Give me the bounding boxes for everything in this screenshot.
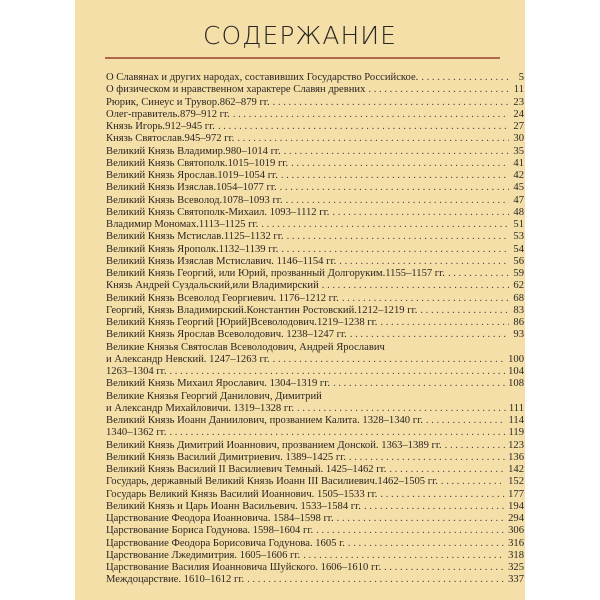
toc-entry-line	[106, 391, 524, 403]
toc-entry-title: Олег-правитель.879–912 гг.	[106, 108, 230, 120]
toc-entry-title: Великий Князь и Царь Иоанн Васильевич. 1533–1584 гг.	[106, 500, 361, 512]
toc-entry[interactable]	[106, 317, 524, 329]
toc-entry[interactable]	[106, 550, 524, 562]
toc-entry-title: Царствование Бориса Годунова. 1598–1604 гг.	[106, 525, 314, 537]
dot-leader	[281, 170, 509, 182]
toc-entry-title: Великий Князь Ярослав Всеволодович. 1238–1247 гг.	[106, 329, 347, 341]
toc-entry[interactable]	[106, 182, 524, 194]
dot-leader	[287, 231, 509, 243]
toc-entry[interactable]	[106, 501, 524, 513]
toc-page-number: 5	[518, 72, 524, 83]
toc-entry[interactable]	[106, 244, 524, 256]
toc-entry[interactable]	[106, 305, 524, 317]
toc-entry-title: Великий Князь Мстислав.1125–1132 гг.	[106, 231, 284, 243]
toc-entry-line	[106, 158, 524, 170]
dot-leader	[380, 317, 509, 329]
dot-leader	[445, 440, 505, 452]
toc-page-number: 56	[513, 255, 524, 267]
toc-entry-line	[106, 317, 524, 329]
toc-entry-title: 1263–1304 гг.	[106, 366, 167, 377]
toc-entry-title: Великий Князь Ярослав.1019–1054 гг.	[106, 170, 278, 181]
toc-entry-title: Великий Князь Михаил Ярославич. 1304–1319 гг.	[106, 378, 331, 390]
toc-entry-title: Великие Князья Георгий Данилович, Димитрий	[106, 390, 322, 402]
toc-entry[interactable]	[106, 489, 524, 501]
toc-entry-title: О физическом и нравственном характере Славян древних	[106, 84, 366, 96]
toc-entry-title: О Славянах и других народах, составивших Государство Российское.	[106, 72, 419, 83]
toc-page-number: 142	[508, 464, 524, 475]
toc-entry-line	[106, 538, 524, 550]
toc-entry[interactable]	[106, 293, 524, 305]
dot-leader	[364, 501, 505, 513]
toc-entry[interactable]	[106, 574, 524, 586]
toc-entry[interactable]	[106, 464, 524, 476]
dot-leader	[218, 121, 509, 133]
toc-entry-line	[106, 280, 524, 292]
toc-entry-line	[106, 146, 524, 158]
dot-leader	[342, 293, 509, 305]
toc-entry-title: Царствование Феодора Иоанновича. 1584–1598 гг.	[106, 513, 334, 524]
toc-entry-line	[106, 72, 524, 84]
toc-entry[interactable]	[106, 158, 524, 170]
toc-page-number: 104	[508, 366, 524, 377]
toc-entry-title: Великие Князья Святослав Всеволодович, Андрей Ярославич	[106, 341, 385, 353]
toc-page-number: 11	[513, 84, 524, 96]
toc-entry-title: Царствование Феодора Борисовича Годунова. 1605 г.	[106, 537, 345, 549]
dot-leader	[233, 109, 509, 121]
toc-entry[interactable]	[106, 476, 524, 488]
toc-entry[interactable]	[106, 366, 524, 378]
toc-entry[interactable]	[106, 133, 524, 145]
toc-entry-title: Князь Игорь.912–945 гг.	[106, 121, 215, 132]
toc-page-number: 30	[513, 133, 524, 145]
toc-entry-line	[106, 121, 524, 133]
toc-entry[interactable]	[106, 170, 524, 182]
toc-page-number: 294	[508, 513, 524, 524]
dot-leader	[316, 525, 505, 537]
toc-page-number: 337	[508, 574, 524, 586]
toc-entry-line	[106, 207, 524, 219]
toc-entry-title: Великий Князь Святополк-Михаил. 1093–1112 гг.	[106, 206, 330, 218]
toc-entry[interactable]	[106, 440, 524, 452]
dot-leader	[380, 489, 505, 501]
toc-entry-title: Князь Святослав.945–972 гг.	[106, 133, 235, 145]
toc-entry[interactable]	[106, 146, 524, 158]
toc-page-number: 62	[513, 280, 524, 292]
toc-page-number: 86	[513, 317, 524, 328]
toc-entry-title: Междоцарствие. 1610–1612 гг.	[106, 574, 245, 586]
toc-page-number: 47	[513, 194, 524, 206]
toc-page-number: 152	[508, 476, 524, 488]
toc-entry[interactable]	[106, 268, 524, 280]
toc-page-number: 100	[508, 353, 524, 365]
dot-leader	[237, 133, 509, 145]
toc-page-number: 35	[513, 145, 524, 157]
dot-leader	[273, 354, 505, 366]
toc-entry-line	[106, 452, 524, 464]
toc-page-number: 316	[508, 537, 524, 549]
dot-leader	[333, 378, 505, 390]
toc-entry-title: Великий Князь Василий Димитриевич. 1389–1425 гг.	[106, 451, 346, 463]
toc-entry-line	[106, 97, 524, 109]
toc-page-number: 194	[508, 500, 524, 512]
dot-leader	[247, 574, 505, 586]
toc-entry-title: Великий Князь Ярополк.1132–1139 гг.	[106, 243, 279, 255]
toc-page-number: 27	[513, 121, 524, 132]
toc-entry[interactable]	[106, 329, 524, 341]
toc-page-number: 54	[513, 243, 524, 255]
dot-leader	[337, 513, 506, 525]
toc-page-number: 51	[513, 219, 524, 230]
toc-entry[interactable]	[106, 256, 524, 268]
toc-entry[interactable]	[106, 427, 524, 439]
toc-entry[interactable]	[106, 452, 524, 464]
toc-entry-title: Великий Князь Димитрий Иоаннович, прозванием Донской. 1363–1389 гг.	[106, 439, 442, 451]
toc-entry-line	[106, 342, 524, 354]
toc-page-number: 42	[513, 170, 524, 181]
toc-entry-line	[106, 403, 524, 415]
dot-leader	[273, 97, 509, 109]
toc-page-number: 318	[508, 549, 524, 561]
dot-leader	[426, 415, 506, 427]
dot-leader	[339, 256, 509, 268]
dot-leader	[368, 84, 509, 96]
dot-leader	[421, 72, 509, 84]
toc-entry-line	[106, 109, 524, 121]
toc-page-number: 41	[513, 157, 524, 169]
toc-page-number: 48	[513, 206, 524, 218]
toc-entry[interactable]	[106, 72, 524, 84]
toc-entry[interactable]	[106, 415, 524, 427]
toc-entry-line	[106, 231, 524, 243]
toc-entry-title: Великий Князь Всеволод.1078–1093 гг.	[106, 194, 283, 206]
dot-leader	[348, 538, 505, 550]
toc-entry-line	[106, 366, 524, 378]
toc-entry-line	[106, 170, 524, 182]
toc-entry[interactable]	[106, 525, 524, 537]
toc-entry-title: Великий Князь Святополк.1015–1019 гг.	[106, 157, 289, 169]
toc-page-number: 136	[508, 451, 524, 463]
toc-page-number: 68	[513, 292, 524, 304]
toc-page-number: 59	[513, 268, 524, 279]
toc-entry-title: Георгий, Князь Владимирский.Константин Ростовский.1212–1219 гг.	[106, 304, 418, 316]
toc-entry-title: 1340–1362 гг.	[106, 427, 167, 439]
toc-page-number: 93	[513, 329, 524, 341]
toc-entry-title: Великий Князь Владимир.980–1014 гг.	[106, 145, 281, 157]
dot-leader	[322, 280, 509, 292]
dot-leader	[420, 305, 509, 317]
dot-leader	[291, 158, 509, 170]
toc-entry-line	[106, 378, 524, 390]
dot-leader	[448, 268, 509, 280]
toc-entry-line	[106, 244, 524, 256]
toc-entry[interactable]	[106, 378, 524, 390]
toc-entry-line	[106, 440, 524, 452]
toc-entry-line	[106, 182, 524, 194]
toc-entry[interactable]	[106, 207, 524, 219]
toc-entry-line	[106, 305, 524, 317]
toc-entry-line	[106, 476, 524, 488]
toc-entry-line	[106, 501, 524, 513]
toc-entry-title: и Александр Невский. 1247–1263 гг.	[106, 353, 270, 365]
toc-entry[interactable]	[106, 109, 524, 121]
toc-entry-title: и Александр Михайловичи. 1319–1328 гг.	[106, 402, 295, 414]
toc-entry-title: Великий Князь Георгий, или Юрий, прозванный Долгоруким.1155–1157 гг.	[106, 268, 445, 279]
toc-entry-title: Великий Князь Всеволод Георгиевич. 1176–1212 гг.	[106, 292, 339, 304]
dot-leader	[280, 182, 509, 194]
toc-page-number: 24	[513, 108, 524, 120]
dot-leader	[349, 452, 505, 464]
dot-leader	[284, 146, 509, 158]
toc-entry-title: Государь, державный Великий Князь Иоанн III Василиевич.1462–1505 гг.	[106, 476, 438, 488]
toc-entry-title: Великий Князь Георгий [Юрий]Всеволодович.1219–1238 гг.	[106, 317, 378, 328]
toc-page-number: 23	[513, 96, 524, 108]
dot-leader	[297, 403, 506, 415]
toc-entry-line	[106, 268, 524, 280]
toc-entry-line	[106, 293, 524, 305]
toc-entry-title: Царствование Лжедимитрия. 1605–1606 гг.	[106, 549, 301, 561]
toc-entry-title: Рюрик, Синеус и Трувор.862–879 гг.	[106, 96, 270, 108]
toc-entry[interactable]	[106, 195, 524, 207]
dot-leader	[169, 427, 505, 439]
toc-entry-line	[106, 525, 524, 537]
toc-page-number: 123	[508, 439, 524, 451]
dot-leader	[350, 329, 509, 341]
toc-page-number: 114	[508, 415, 524, 426]
toc-page-number: 325	[508, 562, 524, 573]
toc-entry-line	[106, 354, 524, 366]
toc-entry-title: Великий Князь Изяслав Мстиславич. 1146–1154 гг.	[106, 255, 337, 267]
dot-leader	[389, 464, 505, 476]
toc-entry-title: Владимир Мономах.1113–1125 гг.	[106, 219, 259, 230]
toc-entry[interactable]	[106, 562, 524, 574]
table-of-contents	[106, 72, 524, 587]
toc-entry[interactable]	[106, 84, 524, 96]
toc-entry-title: Великий Князь Василий II Василиевич Темный. 1425–1462 гг.	[106, 464, 387, 475]
toc-entry-title: Князь Андрей Суздальский,или Владимирский	[106, 280, 319, 292]
toc-entry[interactable]	[106, 342, 524, 367]
toc-entry[interactable]	[106, 513, 524, 525]
toc-entry[interactable]	[106, 280, 524, 292]
toc-page-number: 111	[508, 402, 524, 414]
dot-leader	[332, 207, 509, 219]
dot-leader	[261, 219, 509, 231]
toc-entry-title: Великий Князь Изяслав.1054–1077 гг.	[106, 182, 277, 194]
toc-entry-line	[106, 256, 524, 268]
dot-leader	[286, 195, 509, 207]
toc-entry-line	[106, 574, 524, 586]
toc-page-number: 306	[508, 525, 524, 537]
toc-page-number: 83	[513, 304, 524, 316]
toc-page-number: 177	[508, 488, 524, 500]
toc-entry-line	[106, 550, 524, 562]
toc-entry[interactable]	[106, 97, 524, 109]
page-title: СОДЕРЖАНИЕ	[203, 21, 397, 50]
dot-leader	[281, 244, 509, 256]
title-divider	[105, 57, 500, 59]
toc-page-number: 45	[513, 182, 524, 194]
toc-entry-title: Великий Князь Иоанн Даниилович, прозванием Калита. 1328–1340 гг.	[106, 415, 423, 426]
toc-entry[interactable]	[106, 121, 524, 133]
toc-entry-line	[106, 513, 524, 525]
book-page	[75, 0, 525, 600]
dot-leader	[384, 562, 505, 574]
toc-entry[interactable]	[106, 391, 524, 416]
toc-entry-line	[106, 133, 524, 145]
toc-entry-line	[106, 329, 524, 341]
toc-page-number: 53	[513, 231, 524, 243]
toc-entry-line	[106, 464, 524, 476]
dot-leader	[303, 550, 505, 562]
toc-entry[interactable]	[106, 219, 524, 231]
toc-entry[interactable]	[106, 231, 524, 243]
toc-entry-line	[106, 84, 524, 96]
dot-leader	[441, 476, 505, 488]
toc-page-number: 108	[508, 378, 524, 390]
dot-leader	[169, 366, 505, 378]
toc-entry-line	[106, 219, 524, 231]
toc-page-number: 119	[508, 427, 524, 439]
toc-entry-line	[106, 489, 524, 501]
toc-entry-line	[106, 195, 524, 207]
toc-entry-title: Царствование Василия Иоанновича Шуйского. 1606–1610 гг.	[106, 562, 382, 573]
toc-entry-line	[106, 415, 524, 427]
toc-entry[interactable]	[106, 538, 524, 550]
toc-entry-line	[106, 427, 524, 439]
toc-entry-title: Государь Великий Князь Василий Иоаннович. 1505–1533 гг.	[106, 488, 378, 500]
toc-entry-line	[106, 562, 524, 574]
